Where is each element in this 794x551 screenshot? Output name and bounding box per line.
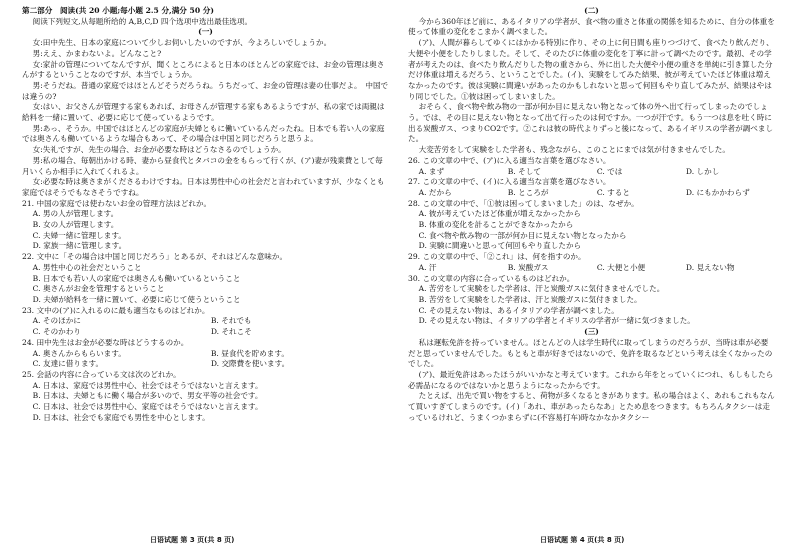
question-stem: 26. この文章の中で、(ア)に入る適当な言葉を選びなさい。 [408,155,611,165]
passage-1 [22,38,389,199]
option: D. 交際費を使います。 [210,359,290,369]
option: C. 大便と小便 [596,262,646,272]
left-column [22,6,389,423]
question-21 [22,199,389,253]
passage-label: (一) [198,27,213,37]
question-stem: 30. この文章の内容に合っているものはどれか。 [408,273,575,283]
option: C. そのかわり [32,327,81,337]
option: A. 汗 [418,262,437,272]
option: B. 炭酸ガス [507,262,549,272]
question-26 [408,156,775,177]
question-stem: 24. 田中先生はお金が必要な時はどうするのか。 [22,337,189,347]
page-footer-left: 日语试题 第 3 页(共 8 页) [150,536,235,544]
option: D. にもかかわらず [685,187,750,197]
section-title: 第二部分 阅读(共 20 小题;每小题 2.5 分,满分 50 分) [22,6,214,15]
option: A. 苦労をして実験をした学者は、汗と炭酸ガスに気付きませんでした。 [418,284,665,294]
passage-paragraph: 男:そうだね。普通の家庭ではほとんどそうだろうね。うちだって、お金の管理は妻の仕事だよ。 中国では違うの? [22,80,389,101]
question-stem: 28. この文章の中で、「①彼は困ってしまいました」のは、なぜか。 [408,198,639,208]
passage-label: (二) [584,6,599,15]
option: C. その見えない物は、あるイタリアの学者が調べました。 [418,305,619,315]
passage-paragraph: 女:家計の管理についてなんですが、聞くところによると日本のほとんどの家庭では、お金の管理は奥さんがするということなのですが、本当でしょうか。 [22,59,385,80]
option: D. その見えない物は、イタリアの学者とイギリスの学者が一緒に気づきました。 [418,316,695,326]
passage-paragraph: 女:必要な時は奥さまがくださるわけですね。日本は男性中心の社会だと言われていますが、少なくとも家庭ではそうでもなさそうですね。 [22,177,385,197]
option: D. 見えない物 [685,262,735,272]
question-stem: 21. 中国の家庭では使わないお金の管理方法はどれか。 [22,198,212,208]
option: A. 男の人が管理します。 [32,209,119,219]
option: B. そして [507,166,541,176]
option: B. 日本でも若い人の家庭では奥さんも働いているということ [32,273,241,283]
passage-2 [408,17,775,156]
option: C. 友達に借ります。 [32,359,104,369]
option: C. 日本は、社会では男性中心、家庭ではそうではないと言えます。 [32,402,263,412]
option: D. それこそ [210,327,252,337]
option: C. 夫婦一緒に管理します。 [32,230,126,240]
passage-paragraph: 私は運転免許を持っていません。ほとんどの人は学生時代に取ってしまうのだろうが、当時は車が必要だと思っていませんでした。もともと車が好きではないので、免許を取るなどという考えは全くなかったのでした。 [408,337,773,369]
option-row [408,188,775,199]
option: C. 食べ物や飲み物の一部が何か目に見えない物となったから [418,230,627,240]
passage-paragraph: 男:ええ、かまわないよ。どんなこと? [32,48,162,58]
passage-paragraph: 今から360年ほど前に、あるイタリアの学者が、食べ物の重さと体重の関係を知るために、自分の体重を使って体重の変化をこまかく調べました。 [408,16,775,37]
passage-paragraph: たとえば、出先で買い物をすると、荷物が多くなるときがあります。私の場合はよく、あれもこれもなんて買いすぎてしまうのです。(イ)「あれ、車があったらなあ」とため息をつきます。もちろんタクシーは走っているけれど、うまくつかまらずに(不容易打车)時なかなかタクシー [408,391,775,422]
passage-paragraph: おそらく、食べ物や飲み物の一部が何か目に見えない物となって体の外へ出て行ってしまったのでしょう。では、その目に見えない物となって出て行ったのは何ですか。一つが汗です。もう一つは息を吐く時に出る炭酸ガス、つまりCO2です。②これは彼の時代よりずっと後になって、あるイギリスの学者が調べました。 [408,102,774,144]
passage-paragraph: 女:はい、お父さんが管理する家もあれば、お母さんが管理する家もあるようですが、私の家では両親は給料を一緒に置いて、必要に応じて使っているようです。 [22,102,385,123]
question-25 [22,370,389,424]
option: D. 実験に間違いと思って何回もやり直したから [418,241,582,251]
option: D. 夫婦が給料を一緒に置いて、必要に応じて使うということ [32,294,241,304]
question-stem: 27. この文章の中で、(イ)に入る適当な言葉を選びなさい。 [408,177,611,187]
option: A. 彼が考えていたほど体重が増えなかったから [418,209,581,219]
question-stem: 25. 会話の内容に合っている文は次のどれか。 [22,369,181,379]
option-row [22,327,389,338]
right-column [408,6,775,423]
question-23 [22,306,389,338]
passage-paragraph: 男:あっ、そうか。中国ではほとんどの家庭が夫婦ともに働いているんだったね。日本でも若い人の家庭では奥さんも働いているような場合もあって、その場合は中国と同じだろうと思うよ。 [22,123,385,144]
option: C. すると [596,187,630,197]
option: A. だから [418,187,452,197]
passage-paragraph: (ア)、最近免許はあったほうがいいかなと考えています。これから年をとっていくにつれ、もしもしたら必需品になるのではないかと思うようになったからです。 [408,369,774,390]
option: B. 体重の変化を計ることができなかったから [418,220,574,230]
option: A. 男性中心の社会だということ [32,262,142,272]
question-stem: 23. 文中の(ア)に入れるのに最も適当なものはどれか。 [22,305,210,315]
option: D. 日本は、社会でも家庭でも男性を中心とします。 [32,412,210,422]
option: B. ところが [507,187,549,197]
option: A. まず [418,166,445,176]
option: B. 女の人が管理します。 [32,220,119,230]
option: C. 奥さんがお金を管理するということ [32,284,165,294]
option: C. では [596,166,623,176]
question-stem: 29. この文章の中で、「②これ」は、何を指すのか。 [408,252,586,262]
passage-paragraph: 大変苦労をして実験をした学者も、残念ながら、このことにまでは気が付きませんでした。 [418,145,730,155]
option-row [22,349,389,360]
passage-paragraph: (ア)、人間が暮らしてゆくにはかかる特別に作り、その上に何日間も座りつづけて、食べたり飲んだり、大便や小便をしたりしました。そして、そのたびに体重の変化を丁寧に計って調べたのです。最初、その学者が考えたのは、食べたり飲んだりした物の重さから、外に出した大便や小便の重さを単純に引き算した分だけ体重は増えるだろう、ということでした。(イ)、実験をしてみた結果、彼が考えていたほど体重は増えなかったのです。彼は実験に間違いがあったのかもしれないと思って何回もやり直してみたが、結果はやはり同じでした。①彼は困ってしまいました。 [408,38,774,101]
passage-paragraph: 女:田中先生、日本の家庭について少しお伺いしたいのですが、今よろしいでしょうか。 [32,38,332,48]
passage-paragraph: 男:私の場合、毎朝出かける時、妻から昼食代とタバコの金をもらって行くが、(ア)妻が残業費として毎月いくらか相手に入れてくれるよ。 [22,155,383,176]
instruction: 阅读下列短文,从每题所给的 A,B,C,D 四个选项中选出最佳选项。 [32,16,253,26]
question-22 [22,252,389,306]
option: D. 家族一緒に管理します。 [32,241,127,251]
option: B. 日本は、夫婦ともに働く場合が多いので、男女平等の社会です。 [32,391,263,401]
option: A. そのほかに [32,316,81,326]
passage-paragraph: 女:失礼ですが、先生の場合、お金が必要な時はどうなさるのでしょうか。 [32,145,286,155]
option: B. 昼食代を貯めます。 [210,348,289,358]
question-24 [22,338,389,370]
option: A. 奥さんからもらいます。 [32,348,126,358]
question-28 [408,199,775,253]
option-row [408,167,775,178]
page-footer-right: 日语试题 第 4 页(共 8 页) [540,536,625,544]
passage-3 [408,338,775,424]
option: B. 苦労をして実験をした学者は、汗と炭酸ガスに気付きました。 [418,294,642,304]
question-27 [408,177,775,198]
option: D. しかし [685,166,720,176]
option-row [22,316,389,327]
question-29 [408,252,775,273]
option-row [408,263,775,274]
option: B. それでも [210,316,252,326]
option-row [22,359,389,370]
question-stem: 22. 文中に「その場合は中国と同じだろう」とあるが、それはどんな意味か。 [22,252,288,262]
option: A. 日本は、家庭では男性中心、社会ではそうではないと言えます。 [32,380,263,390]
passage-label: (三) [584,327,599,337]
question-30 [408,274,775,328]
